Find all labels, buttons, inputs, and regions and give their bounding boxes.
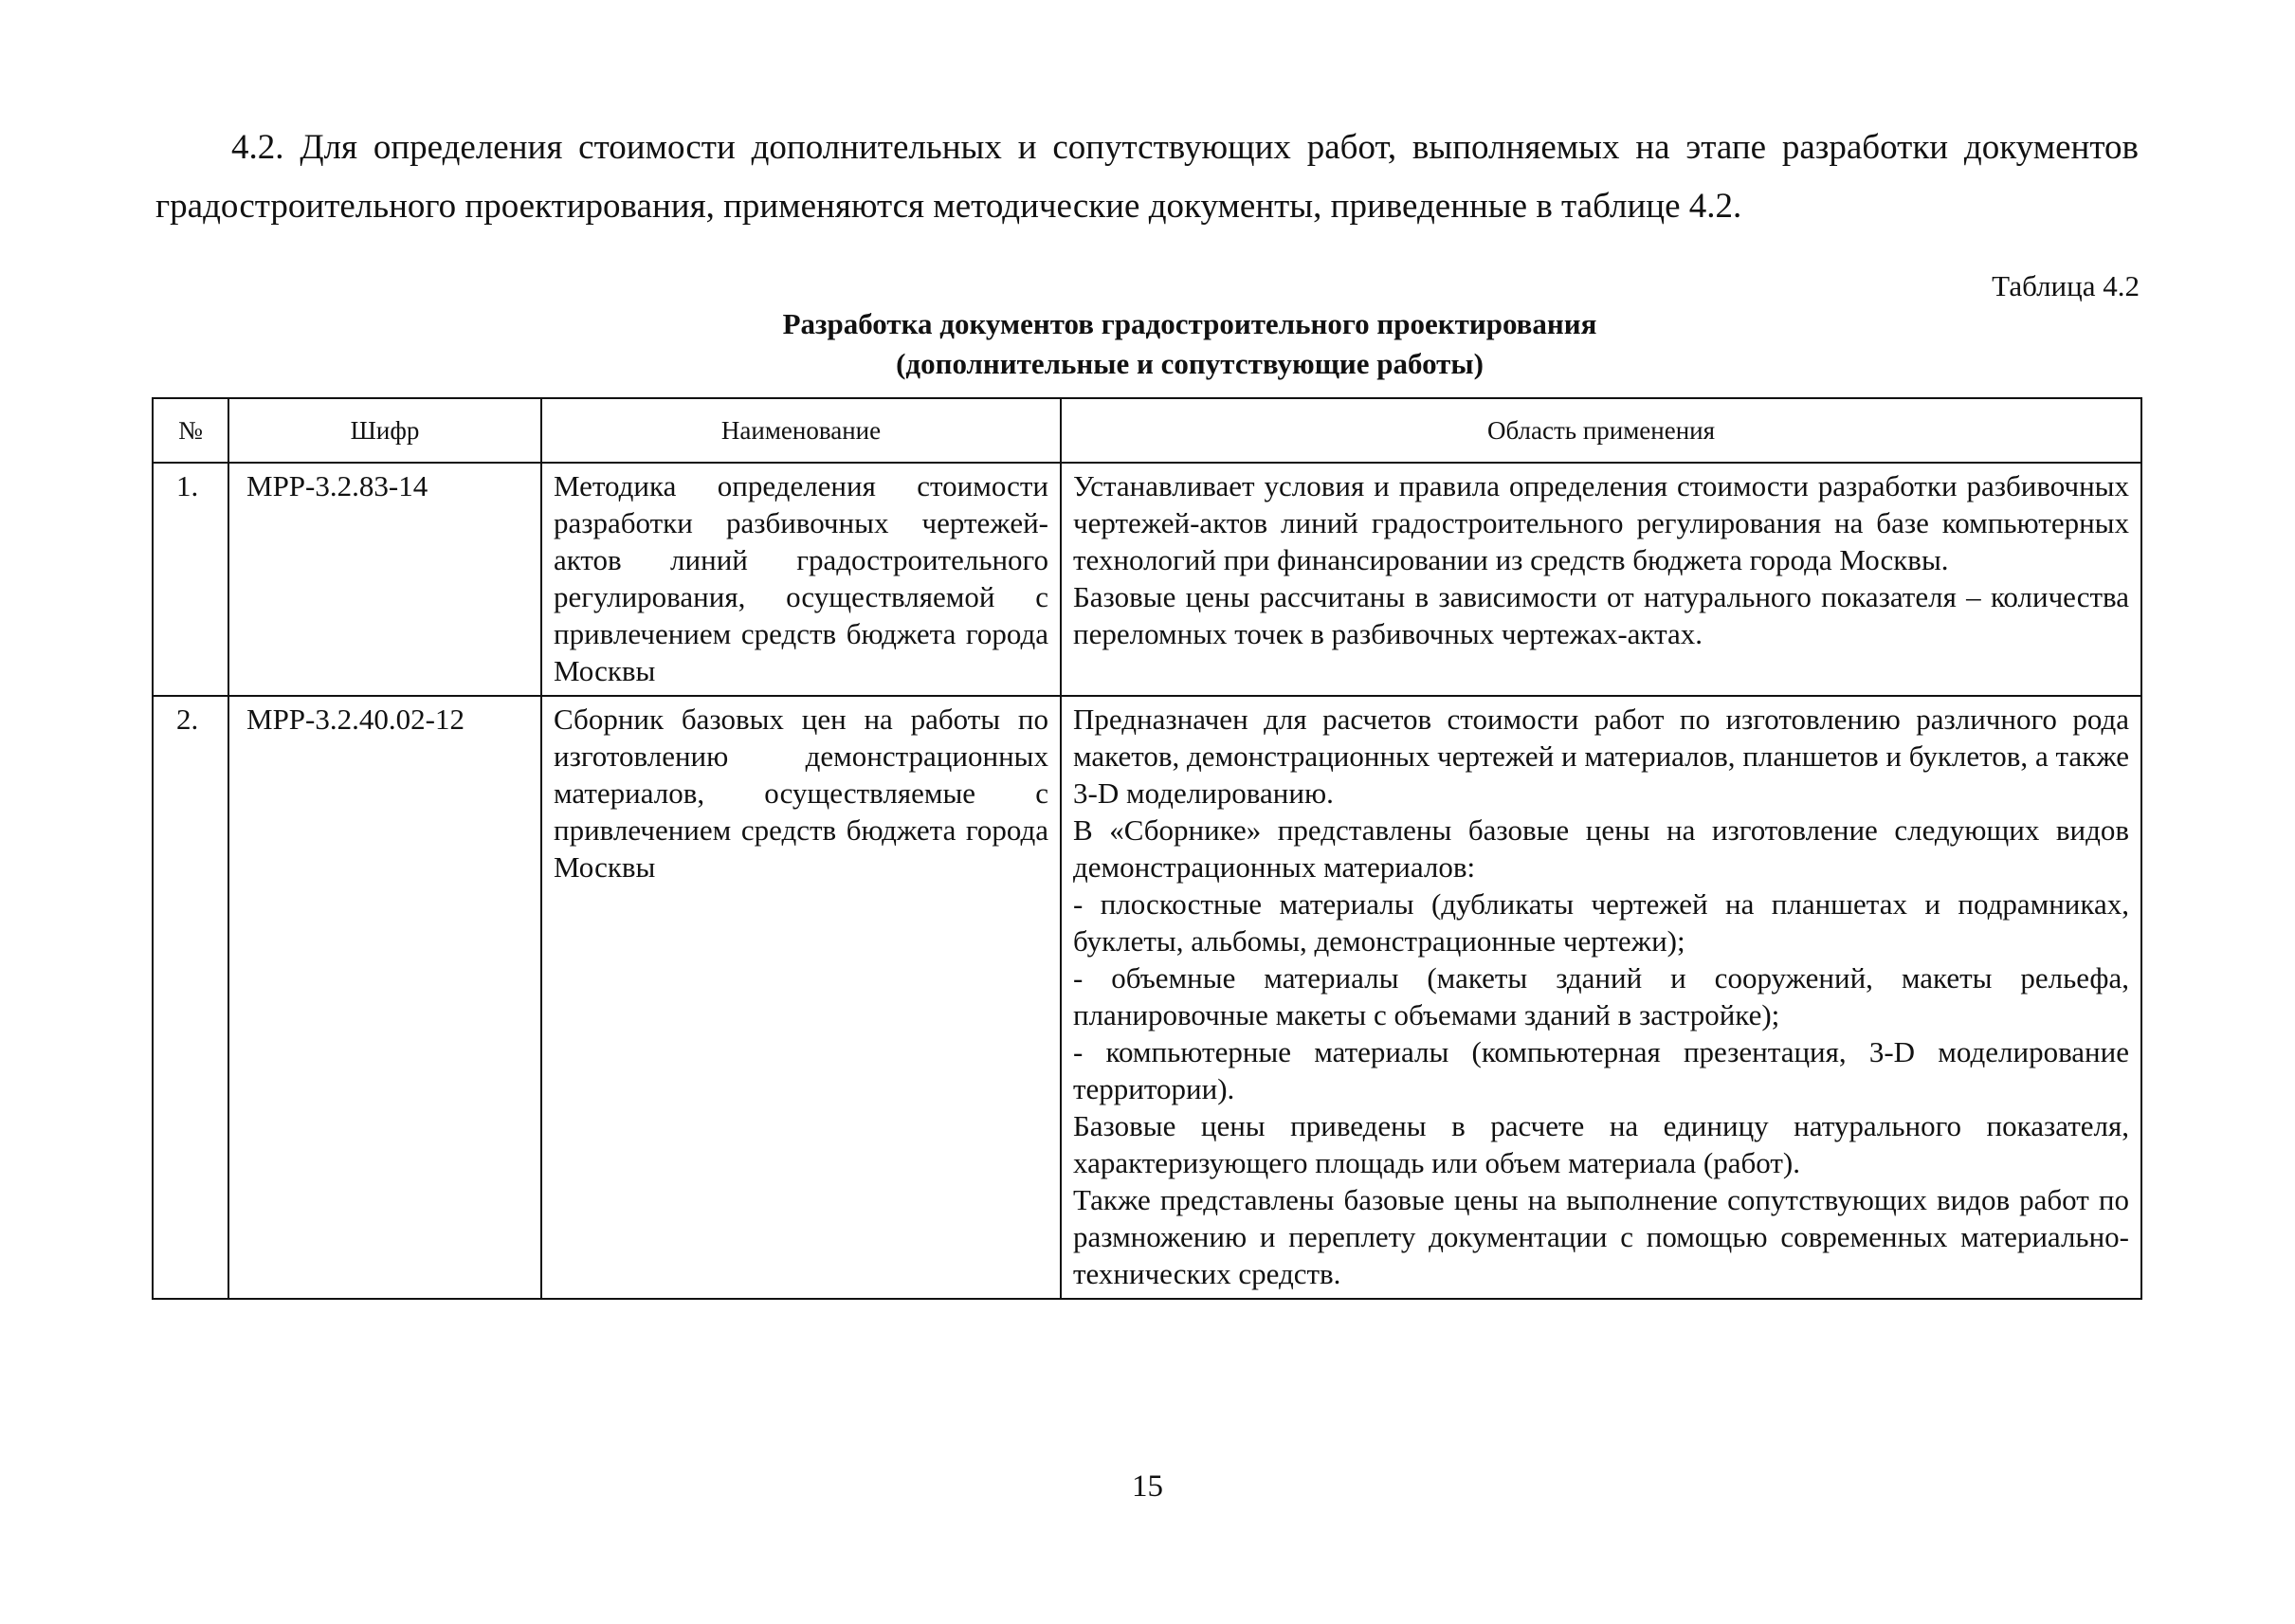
table-title-line-1: Разработка документов градостроительного проектирования — [782, 307, 1597, 340]
scope-list-item: - объемные материалы (макеты зданий и сооружений, макеты рельефа, планировочные макеты с объемами зданий в застройке); — [1073, 961, 2129, 1031]
scope-paragraph: Предназначен для расчетов стоимости работ по изготовлению различного рода макетов, демонстрационных чертежей и материалов, планшетов и буклетов, а также 3-D моделированию. — [1073, 703, 2129, 810]
scope-paragraph: Базовые цены приведены в расчете на единицу натурального показателя, характеризующего площадь или объем материала (работ). — [1073, 1109, 2129, 1179]
row-number: 2. — [153, 696, 228, 1299]
row-name: Методика определения стоимости разработки разбивочных чертежей-актов линий градостроительного регулирования, осуществляемой с привлечением средств бюджета города Москвы — [541, 463, 1061, 696]
row-scope — [1061, 696, 2141, 1299]
table-row — [153, 696, 2141, 1299]
page-number: 15 — [1132, 1469, 1163, 1504]
row-name: Сборник базовых цен на работы по изготовлению демонстрационных материалов, осуществляемые с привлечением средств бюджета города Москвы — [541, 696, 1061, 1299]
row-number: 1. — [153, 463, 228, 696]
table-title-line-2: (дополнительные и сопутствующие работы) — [896, 347, 1484, 380]
scope-paragraph: В «Сборнике» представлены базовые цены на изготовление следующих видов демонстрационных материалов: — [1073, 813, 2129, 884]
row-code: МРР-3.2.40.02-12 — [228, 696, 541, 1299]
intro-paragraph: 4.2. Для определения стоимости дополнительных и сопутствующих работ, выполняемых на этапе разработки документов градостроительного проектирования, применяются методические документы, приведенные в таблице 4.2. — [155, 128, 2139, 226]
header-scope: Область применения — [1061, 398, 2141, 463]
header-number: № — [153, 398, 228, 463]
scope-paragraph: Также представлены базовые цены на выполнение сопутствующих видов работ по размножению и переплету документации с помощью современных материально-технических средств. — [1073, 1183, 2129, 1290]
header-code: Шифр — [228, 398, 541, 463]
scope-paragraph: Устанавливает условия и правила определения стоимости разработки разбивочных чертежей-актов линий градостроительного регулирования на базе компьютерных технологий при финансировании из средств бюджета города Москвы. — [1073, 469, 2129, 576]
scope-list-item: - компьютерные материалы (компьютерная презентация, 3-D моделирование территории). — [1073, 1035, 2129, 1105]
scope-list-item: - плоскостные материалы (дубликаты чертежей на планшетах и подрамниках, буклеты, альбомы, демонстрационные чертежи); — [1073, 887, 2129, 958]
header-name: Наименование — [541, 398, 1061, 463]
methodology-table — [152, 397, 2142, 1300]
table-header-row — [153, 398, 2141, 463]
row-code: МРР-3.2.83-14 — [228, 463, 541, 696]
table-title — [607, 304, 1773, 384]
table-row — [153, 463, 2141, 696]
scope-paragraph: Базовые цены рассчитаны в зависимости от натурального показателя – количества переломных точек в разбивочных чертежах-актах. — [1073, 580, 2129, 650]
row-scope — [1061, 463, 2141, 696]
table-number-label: Таблица 4.2 — [1992, 269, 2140, 302]
